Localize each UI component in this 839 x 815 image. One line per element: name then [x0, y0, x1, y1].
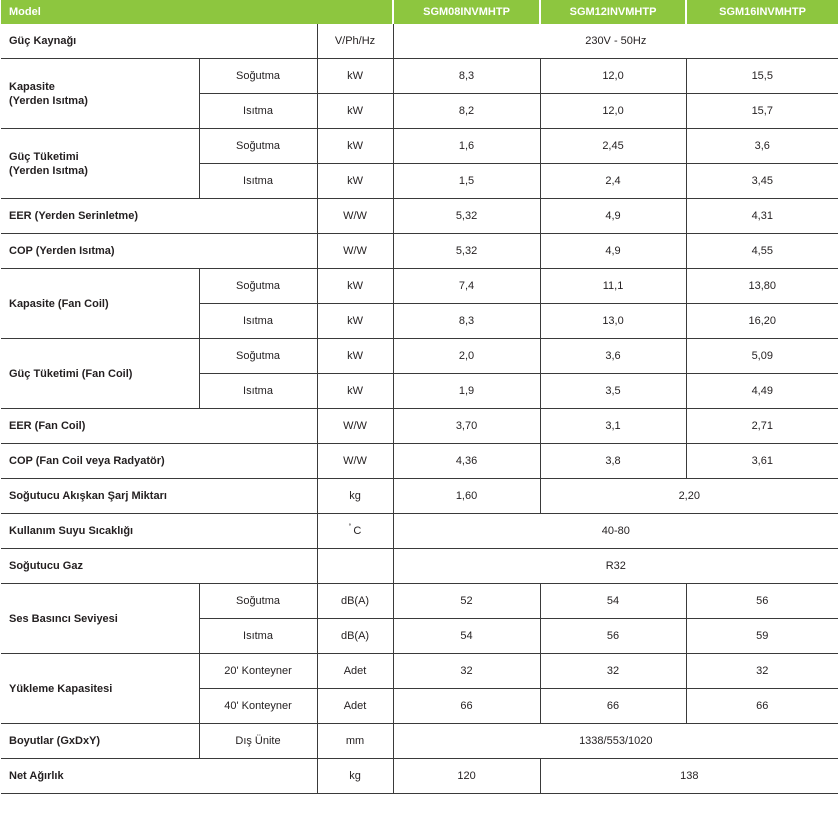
value-cell: 4,55 [686, 234, 838, 269]
value-cell: 5,32 [393, 234, 540, 269]
value-cell: 3,1 [540, 409, 686, 444]
unit-cell: Adet [317, 689, 393, 724]
row-power-floor-cooling [1, 129, 838, 164]
row-sound-cooling [1, 584, 838, 619]
row-label: EER (Fan Coil) [1, 409, 317, 444]
value-cell: 4,31 [686, 199, 838, 234]
value-cell: 3,5 [540, 374, 686, 409]
sub-label: Soğutma [199, 129, 317, 164]
value-cell: 8,3 [393, 59, 540, 94]
unit-cell: mm [317, 724, 393, 759]
value-cell: 32 [686, 654, 838, 689]
value-cell: 13,0 [540, 304, 686, 339]
value-cell: 16,20 [686, 304, 838, 339]
value-cell: 56 [686, 584, 838, 619]
row-power-supply [1, 24, 838, 59]
value-cell: 59 [686, 619, 838, 654]
value-cell: 3,8 [540, 444, 686, 479]
header-model: Model [1, 0, 393, 24]
value-cell: 4,49 [686, 374, 838, 409]
value-cell: 8,2 [393, 94, 540, 129]
value-cell: 11,1 [540, 269, 686, 304]
row-label: Boyutlar (GxDxY) [1, 724, 199, 759]
row-label: Soğutucu Akışkan Şarj Miktarı [1, 479, 317, 514]
row-label: Net Ağırlık [1, 759, 317, 794]
value-cell: 4,9 [540, 199, 686, 234]
unit-cell: kg [317, 479, 393, 514]
row-cop-floor [1, 234, 838, 269]
degree-symbol: ˚ [348, 523, 352, 532]
unit-cell: kg [317, 759, 393, 794]
sub-label: Soğutma [199, 59, 317, 94]
value-cell: 3,45 [686, 164, 838, 199]
row-label: COP (Yerden Isıtma) [1, 234, 317, 269]
value-cell: 4,9 [540, 234, 686, 269]
row-dimensions [1, 724, 838, 759]
value-cell: 8,3 [393, 304, 540, 339]
value-cell: 40-80 [393, 514, 838, 549]
unit-cell: kW [317, 129, 393, 164]
unit-cell: V/Ph/Hz [317, 24, 393, 59]
header-model-2: SGM12INVMHTP [540, 0, 686, 24]
unit-cell: dB(A) [317, 584, 393, 619]
row-water-temperature [1, 514, 838, 549]
unit-cell: ˚ C [317, 514, 393, 549]
row-refrigerant-gas [1, 549, 838, 584]
value-cell: 2,4 [540, 164, 686, 199]
value-cell: 66 [686, 689, 838, 724]
unit-cell: kW [317, 164, 393, 199]
sub-label: Soğutma [199, 584, 317, 619]
value-cell: 3,70 [393, 409, 540, 444]
unit-cell: Adet [317, 654, 393, 689]
header-row [1, 0, 838, 24]
row-eer-fancoil [1, 409, 838, 444]
sub-label: Isıtma [199, 94, 317, 129]
sub-label: Soğutma [199, 269, 317, 304]
value-cell: 3,6 [686, 129, 838, 164]
unit-cell: kW [317, 269, 393, 304]
sub-label: Isıtma [199, 619, 317, 654]
sub-label: 40' Konteyner [199, 689, 317, 724]
value-cell: 2,45 [540, 129, 686, 164]
row-label: Yükleme Kapasitesi [1, 654, 199, 724]
value-cell: 12,0 [540, 59, 686, 94]
value-cell: 1338/553/1020 [393, 724, 838, 759]
row-eer-floor [1, 199, 838, 234]
value-cell: 2,0 [393, 339, 540, 374]
row-refrigerant-charge [1, 479, 838, 514]
value-cell: 1,5 [393, 164, 540, 199]
value-cell: 120 [393, 759, 540, 794]
value-cell: 230V - 50Hz [393, 24, 838, 59]
row-label: Kullanım Suyu Sıcaklığı [1, 514, 317, 549]
row-label: Güç Tüketimi (Fan Coil) [1, 339, 199, 409]
unit-cell: kW [317, 94, 393, 129]
unit-cell: W/W [317, 409, 393, 444]
row-label: Kapasite (Yerden Isıtma) [1, 59, 199, 129]
value-cell: 52 [393, 584, 540, 619]
value-cell: 2,71 [686, 409, 838, 444]
unit-cell: kW [317, 374, 393, 409]
value-cell: 7,4 [393, 269, 540, 304]
sub-label: 20' Konteyner [199, 654, 317, 689]
value-cell: 32 [393, 654, 540, 689]
value-cell: 1,9 [393, 374, 540, 409]
value-cell: 15,7 [686, 94, 838, 129]
header-model-3: SGM16INVMHTP [686, 0, 838, 24]
value-cell: 66 [540, 689, 686, 724]
value-cell: 1,60 [393, 479, 540, 514]
value-cell: 5,32 [393, 199, 540, 234]
value-cell: 13,80 [686, 269, 838, 304]
value-cell: 5,09 [686, 339, 838, 374]
row-label: Ses Basıncı Seviyesi [1, 584, 199, 654]
row-label: Soğutucu Gaz [1, 549, 317, 584]
sub-label: Isıtma [199, 164, 317, 199]
header-model-1: SGM08INVMHTP [393, 0, 540, 24]
unit-cell: W/W [317, 199, 393, 234]
row-label: Güç Tüketimi (Yerden Isıtma) [1, 129, 199, 199]
spec-table [1, 0, 838, 794]
value-cell: 2,20 [540, 479, 838, 514]
value-cell: 3,61 [686, 444, 838, 479]
unit-cell: W/W [317, 234, 393, 269]
value-cell: 54 [393, 619, 540, 654]
value-cell: R32 [393, 549, 838, 584]
row-cop-fancoil [1, 444, 838, 479]
value-cell: 4,36 [393, 444, 540, 479]
value-cell: 3,6 [540, 339, 686, 374]
value-cell: 32 [540, 654, 686, 689]
value-cell: 15,5 [686, 59, 838, 94]
row-label: EER (Yerden Serinletme) [1, 199, 317, 234]
value-cell: 56 [540, 619, 686, 654]
row-label: COP (Fan Coil veya Radyatör) [1, 444, 317, 479]
row-loading-20ft [1, 654, 838, 689]
value-cell: 12,0 [540, 94, 686, 129]
row-label: Güç Kaynağı [9, 35, 77, 47]
unit-cell: dB(A) [317, 619, 393, 654]
sub-label: Soğutma [199, 339, 317, 374]
row-net-weight [1, 759, 838, 794]
row-power-fancoil-cooling [1, 339, 838, 374]
sub-label: Isıtma [199, 304, 317, 339]
unit-cell: W/W [317, 444, 393, 479]
unit-cell: kW [317, 304, 393, 339]
value-cell: 54 [540, 584, 686, 619]
sub-label: Dış Ünite [199, 724, 317, 759]
value-cell: 1,6 [393, 129, 540, 164]
sub-label: Isıtma [199, 374, 317, 409]
unit-cell [317, 549, 393, 584]
row-capacity-fancoil-cooling [1, 269, 838, 304]
value-cell: 66 [393, 689, 540, 724]
unit-cell: kW [317, 339, 393, 374]
row-label: Kapasite (Fan Coil) [1, 269, 199, 339]
unit-cell: kW [317, 59, 393, 94]
row-capacity-floor-cooling [1, 59, 838, 94]
value-cell: 138 [540, 759, 838, 794]
